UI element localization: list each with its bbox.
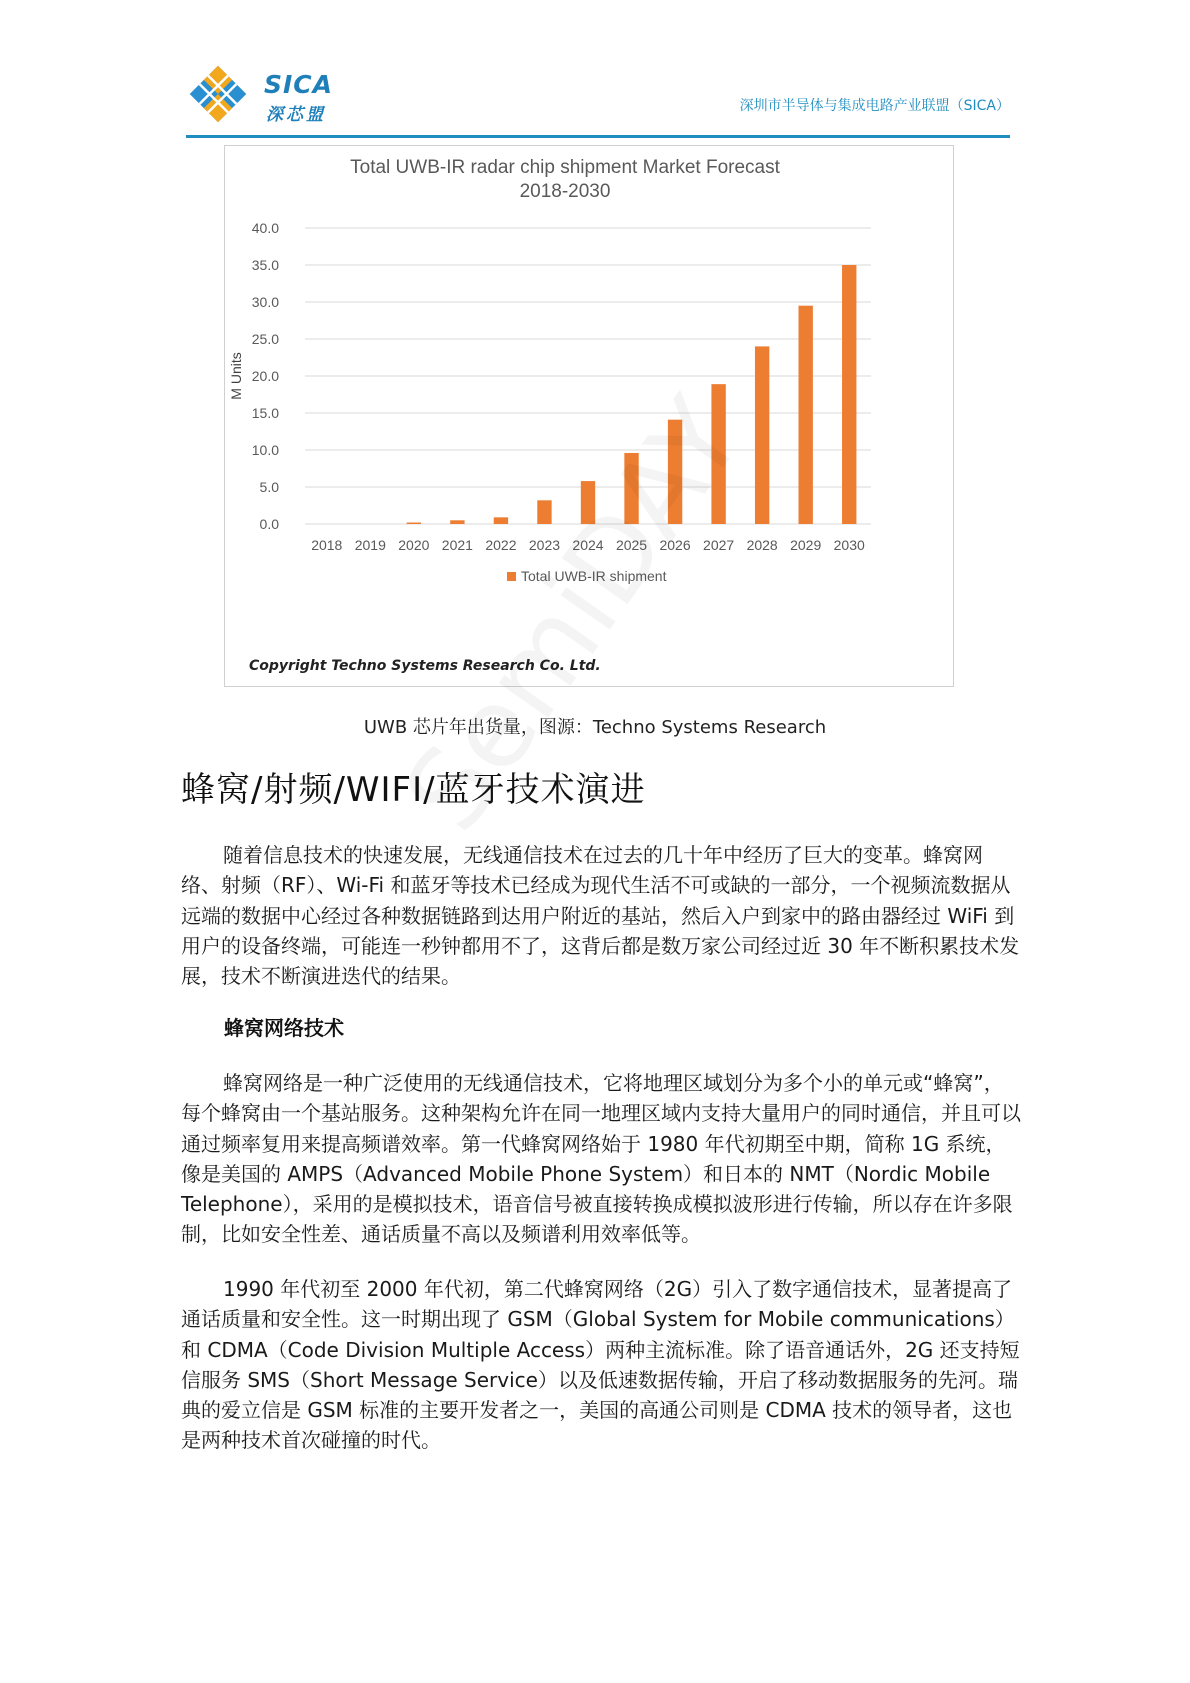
x-tick-label: 2029 <box>790 537 822 553</box>
x-tick-label: 2026 <box>659 537 691 553</box>
y-axis-label: M Units <box>228 352 244 400</box>
x-tick-label: 2019 <box>354 537 386 553</box>
section-title: 蜂窝/射频/WIFI/蓝牙技术演进 <box>181 770 646 810</box>
y-tick-label: 10.0 <box>251 442 279 458</box>
bar-2030 <box>842 265 856 524</box>
subheading-cellular: 蜂窝网络技术 <box>224 1016 344 1040</box>
x-tick-label: 2030 <box>833 537 865 553</box>
figure-caption: UWB 芯片年出货量，图源：Techno Systems Research <box>363 717 827 738</box>
bar-2029 <box>799 306 813 524</box>
organization-name: 深圳市半导体与集成电路产业联盟（SICA） <box>739 98 1010 114</box>
header-divider <box>186 135 1010 138</box>
bar-2021 <box>450 520 464 524</box>
chart-title-line: Total UWB-IR radar chip shipment Market Forecast <box>350 157 780 178</box>
paragraph-intro: 随着信息技术的快速发展，无线通信技术在过去的几十年中经历了巨大的变革。蜂窝网络、射频（RF）、Wi-Fi 和蓝牙等技术已经成为现代生活不可或缺的一部分，一个视频流数据从远端的数据中心经过各种数据链路到达用户附近的基站，然后入户到家中的路由器经过 WiFi 到用户的设备终端，可能连一秒钟都用不了，这背后都是数万家公司经过近 30 年不断积累技术发展，技术不断演进迭代的结果。 <box>181 843 1020 989</box>
x-tick-label: 2027 <box>703 537 735 553</box>
y-tick-label: 0.0 <box>259 516 279 532</box>
bar-2027 <box>711 384 725 524</box>
bar-2026 <box>668 420 682 524</box>
y-tick-label: 35.0 <box>251 257 279 273</box>
logo-chinese-name: 深芯盟 <box>266 105 326 125</box>
y-tick-label: 30.0 <box>251 294 279 310</box>
y-tick-label: 20.0 <box>251 368 279 384</box>
x-tick-label: 2021 <box>441 537 473 553</box>
bar-2028 <box>755 346 769 524</box>
paragraph-cellular-2g: 1990 年代初至 2000 年代初，第二代蜂窝网络（2G）引入了数字通信技术，显著提高了通话质量和安全性。这一时期出现了 GSM（Global System for Mobile communications）和 CDMA（Code Division Multiple Access）两种主流标准。除了语音通话外，2G 还支持短信服务 SMS（Short Message Service）以及低速数据传输，开启了移动数据服务的先河。瑞典的爱立信是 GSM 标准的主要开发者之一，美国的高通公司则是 CDMA 技术的领导者，这也是两种技术首次碰撞的时代。 <box>181 1277 1020 1453</box>
x-tick-label: 2028 <box>746 537 778 553</box>
x-tick-label: 2025 <box>615 537 648 553</box>
logo-wordmark: SICA <box>264 70 334 99</box>
sica-logo <box>186 64 346 124</box>
legend-label: Total UWB-IR shipment <box>521 568 667 584</box>
x-tick-label: 2024 <box>572 537 604 553</box>
y-tick-label: 5.0 <box>259 479 279 495</box>
chart-title-line: 2018-2030 <box>519 181 611 202</box>
chart-copyright: Copyright Techno Systems Research Co. Ltd. <box>249 658 601 674</box>
bar-chart <box>225 146 953 686</box>
y-tick-label: 15.0 <box>251 405 279 421</box>
y-tick-label: 40.0 <box>251 220 279 236</box>
legend-swatch <box>507 572 516 581</box>
bar-2020 <box>407 523 421 524</box>
x-tick-label: 2023 <box>528 537 561 553</box>
paragraph-cellular-1g: 蜂窝网络是一种广泛使用的无线通信技术，它将地理区域划分为多个小的单元或“蜂窝”，每个蜂窝由一个基站服务。这种架构允许在同一地理区域内支持大量用户的同时通信，并且可以通过频率复用来提高频谱效率。第一代蜂窝网络始于 1980 年代初期至中期，简称 1G 系统，像是美国的 AMPS（Advanced Mobile Phone System）和日本的 NMT（Nordic Mobile Telephone），采用的是模拟技术，语音信号被直接转换成模拟波形进行传输，所以存在许多限制，比如安全性差、通话质量不高以及频谱利用效率低等。 <box>181 1071 1021 1247</box>
bar-2024 <box>581 481 595 524</box>
bar-2025 <box>624 453 638 524</box>
chart-container <box>224 145 954 687</box>
x-tick-label: 2022 <box>485 537 517 553</box>
x-tick-label: 2020 <box>398 537 430 553</box>
bar-2022 <box>494 517 508 524</box>
x-tick-label: 2018 <box>311 537 343 553</box>
bar-2023 <box>537 500 551 524</box>
sica-logo-icon <box>186 64 250 124</box>
y-tick-label: 25.0 <box>251 331 279 347</box>
